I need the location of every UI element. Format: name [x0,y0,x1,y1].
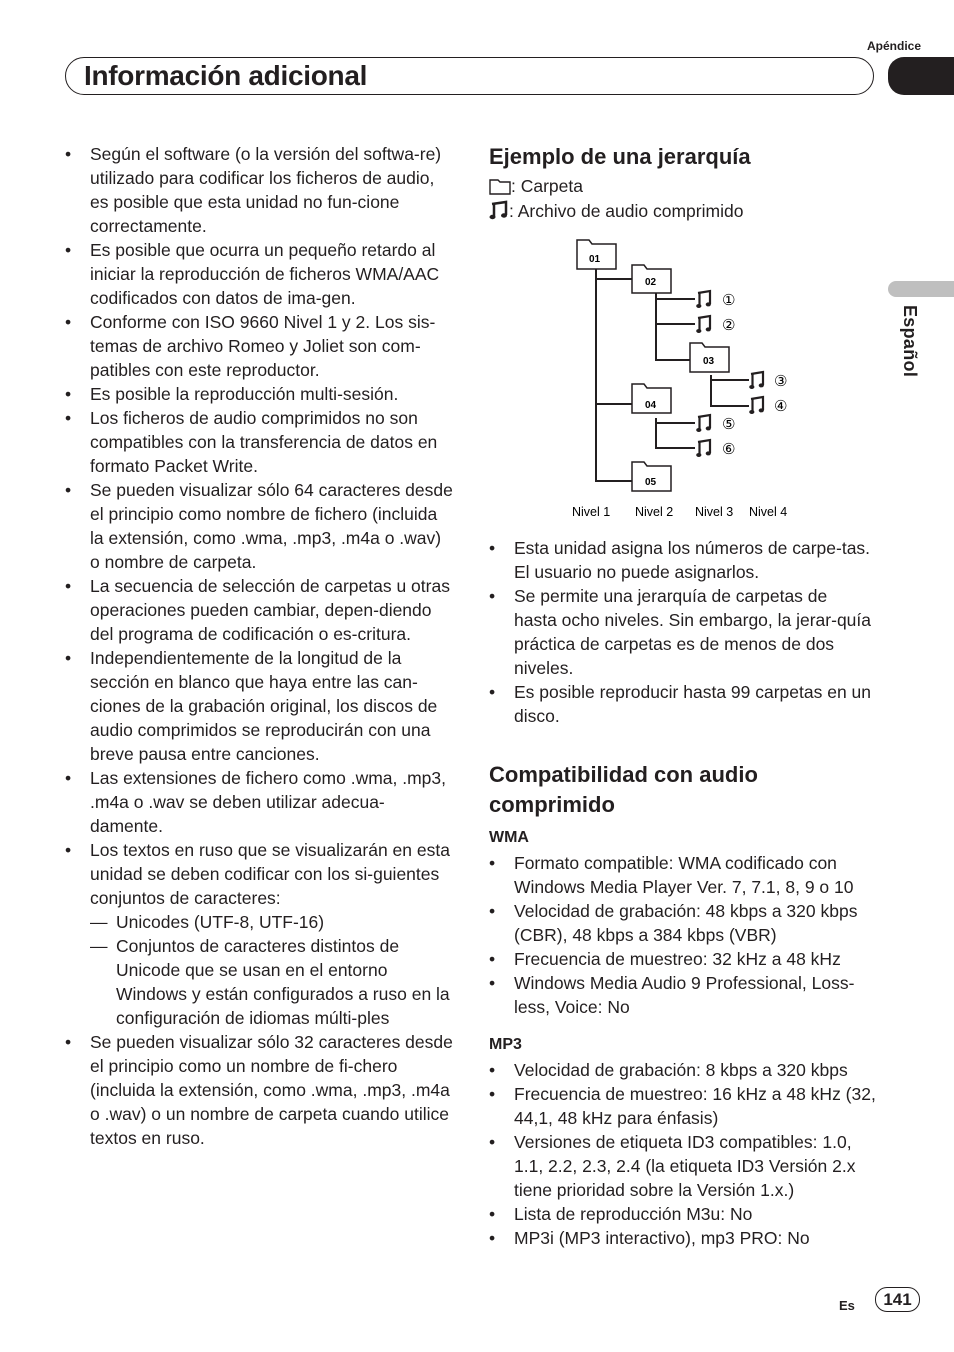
music-note-icon [489,200,509,220]
list-item: • Frecuencia de muestreo: 16 kHz a 48 kHz (32, 44,1, 48 kHz para énfasis) [489,1082,879,1130]
file-label: ⑤ [722,415,736,433]
mp3-section [489,1058,879,1250]
list-item: • Frecuencia de muestreo: 32 kHz a 48 kHz [489,947,879,971]
list-item: • Los ficheros de audio comprimidos no son compatibles con la transferencia de datos en formato Packet Write. [65,406,455,478]
folder-04 [632,384,671,413]
file-3 [749,372,787,390]
list-item: • Es posible reproducir hasta 99 carpetas en un disco. [489,680,874,728]
music-note-icon [749,372,764,389]
music-note-icon [696,316,711,333]
sublist-item: — Unicodes (UTF-8, UTF-16) [90,910,455,934]
hierarchy-heading: Ejemplo de una jerarquía [489,144,751,169]
list-item: • Es posible la reproducción multi-sesión. [65,382,455,406]
level-label: Nivel 3 [695,505,734,519]
legend-file-text: : Archivo de audio comprimido [509,201,744,221]
file-label: ④ [774,397,788,415]
sublist-item: — Conjuntos de caracteres distintos de Unicode que se usan en el entorno Windows y están configurados a ruso en la configuración de idiomas múlti-ples [90,934,455,1030]
list-item: • Se pueden visualizar sólo 32 caracteres desde el principio como un nombre de fi-chero (incluida la extensión, como .wma, .mp3, .m4a o .wav) o un nombre de carpeta cuando utilice textos en ruso. [65,1030,455,1150]
folder-label: 03 [703,356,715,367]
mp3-label: MP3 [489,1036,522,1053]
list-item: • Las extensiones de fichero como .wma, .mp3, .m4a o .wav se deben utilizar adecua-damente. [65,766,455,838]
hierarchy-diagram [560,232,800,527]
folder-label: 01 [589,254,601,265]
mp3-bullet-list [489,1058,879,1250]
music-note-icon [749,397,764,414]
folder-label: 02 [645,277,657,288]
list-item: • Lista de reproducción M3u: No [489,1202,879,1226]
folder-02 [632,265,671,293]
file-4 [749,397,787,415]
folder-icon [489,177,511,195]
left-bullet-list [65,142,455,1150]
list-item: • Esta unidad asigna los números de carpe-tas. El usuario no puede asignarlos. [489,536,874,584]
hierarchy-bullet-list [489,536,874,728]
file-5 [696,415,735,433]
folder-03 [690,343,729,372]
file-2 [696,316,735,334]
file-label: ③ [774,372,788,390]
file-1 [696,291,735,309]
chapter-tab [888,57,954,95]
folder-label: 05 [645,477,657,488]
level-label: Nivel 4 [749,505,788,519]
left-column [65,142,455,1150]
list-item: • Formato compatible: WMA codificado con Windows Media Player Ver. 7, 7.1, 8, 9 o 10 [489,851,879,899]
folder-05 [632,462,671,491]
list-item: • Se pueden visualizar sólo 64 caracteres desde el principio como nombre de fichero (incluida la extensión, como .wma, .mp3, .m4a o .wav) o nombre de carpeta. [65,478,455,574]
page-title: Información adicional [84,60,368,91]
folder-label: 04 [645,400,657,411]
list-item: • Es posible que ocurra un pequeño retardo al iniciar la reproducción de ficheros WMA/AAC codificados con datos de ima-gen. [65,238,455,310]
compat-heading: Compatibilidad con audio comprimido [489,762,758,817]
file-label: ⑥ [722,440,736,458]
file-label: ① [722,291,736,309]
level-label: Nivel 1 [572,505,611,519]
legend-folder [489,176,583,197]
legend-file [489,200,743,222]
legend-folder-text: : Carpeta [511,176,583,196]
list-item: • MP3i (MP3 interactivo), mp3 PRO: No [489,1226,879,1250]
folder-01 [577,240,616,269]
list-item: • Versiones de etiqueta ID3 compatibles: 1.0, 1.1, 2.2, 2.3, 2.4 (la etiqueta ID3 Versión 2.x tiene prioridad sobre la Versión 1.x.) [489,1130,879,1202]
language-tab-label: Español [900,305,920,378]
level-label: Nivel 2 [635,505,674,519]
list-item: • Conforme con ISO 9660 Nivel 1 y 2. Los sis-temas de archivo Romeo y Joliet son com-patibles con este reproductor. [65,310,455,382]
list-item: • La secuencia de selección de carpetas u otras operaciones pueden cambiar, depen-diendo del programa de codificación o es-critura. [65,574,455,646]
music-note-icon [696,291,711,308]
russian-sublist [90,910,455,1030]
wma-label: WMA [489,829,529,846]
hierarchy-notes [489,536,874,728]
page-number: 141 [875,1287,920,1312]
list-item: • Independientemente de la longitud de la sección en blanco que haya entre las can-ciones de la grabación original, los discos de audio comprimidos se reproducirán con una breve pausa entre canciones. [65,646,455,766]
wma-section [489,851,879,1019]
music-note-icon [696,440,711,457]
music-note-icon [696,415,711,432]
title-bar [65,57,874,95]
russian-text: Los textos en ruso que se visualizarán en esta unidad se deben codificar con los si-guientes conjuntos de caracteres: [90,840,450,908]
list-item-russian [65,838,455,1030]
wma-bullet-list [489,851,879,1019]
list-item: • Según el software (o la versión del softwa-re) utilizado para codificar los ficheros de audio, es posible que esta unidad no fun-cione correctamente. [65,142,455,238]
language-tab-marker [888,281,954,297]
list-item: • Se permite una jerarquía de carpetas de hasta ocho niveles. Sin embargo, la jerar-quía práctica de carpetas es de menos de dos niveles. [489,584,874,680]
footer-lang-code: Es [839,1298,855,1313]
list-item: • Velocidad de grabación: 8 kbps a 320 kbps [489,1058,879,1082]
file-label: ② [722,316,736,334]
list-item: • Windows Media Audio 9 Professional, Loss-less, Voice: No [489,971,879,1019]
file-6 [696,440,735,458]
section-label: Apéndice [867,39,922,53]
list-item: • Velocidad de grabación: 48 kbps a 320 kbps (CBR), 48 kbps a 384 kbps (VBR) [489,899,879,947]
